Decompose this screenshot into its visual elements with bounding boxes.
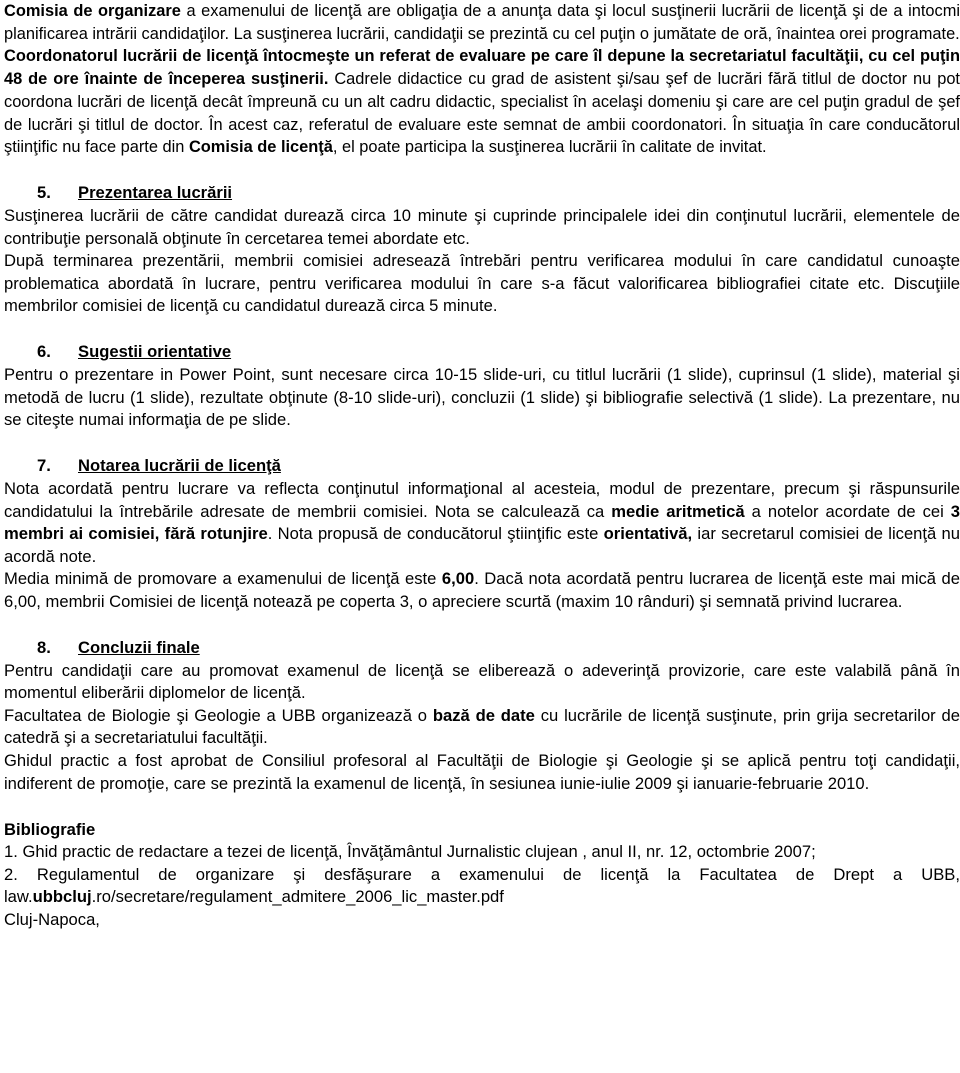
bold-phrase: Coordonatorul lucrării de licenţă întocmeşte un referat de evaluare pe care îl depune la secretariatul facultăţii, cu cel puţin 48 de ore înainte de începerea susţinerii. (4, 47, 960, 89)
intro-paragraph-1 (4, 0, 960, 45)
section-number: 7. (37, 456, 51, 476)
section-5-heading (4, 182, 960, 205)
bold-phrase: Comisia de organizare (4, 2, 181, 20)
bold-phrase: ubbcluj (32, 887, 92, 907)
bibliography-item-1: 1. Ghid practic de redactare a tezei de licenţă, Învăţământul Jurnalistic clujean , anul II, nr. 12, octombrie 2007; (4, 842, 816, 862)
section-title: Concluzii finale (78, 638, 200, 658)
section-title: Prezentarea lucrării (78, 183, 233, 203)
text-run: cu lucrările de licenţă susţinute, prin grija secretarilor de catedră şi a secretariatului facultăţii. (4, 705, 960, 748)
text-run: iar secretarul comisiei de licenţă nu acordă note. (4, 524, 960, 566)
text-run: , el poate participa la susţinerea lucrării în calitate de invitat. (332, 138, 767, 157)
section-7-heading (4, 455, 960, 478)
text-run: . Dacă nota acordată pentru lucrarea de licenţă este mai mică de 6,00, membrii Comisiei de licenţă notează pe copertа 3, o apreciere scurtă (maxim 10 rânduri) şi semnată privind lucrarea. (4, 569, 960, 611)
section-6-paragraph-1: Pentru o prezentare in Power Point, sunt necesare circa 10-15 slide-uri, cu titlul lucrării (1 slide), cuprinsul (1 slide), material şi metodă de lucru (1 slide), rezultate obţinute (8-10 slide-uri), concluzii (1 slide) şi bibliografie selectivă (1 slide). La prezentare, nu se citeşte numai informaţia de pe slide. (4, 365, 960, 430)
section-7-paragraph-1 (4, 478, 960, 568)
text-run: Facultatea de Biologie şi Geologie a UBB organizează o (4, 705, 433, 725)
intro-paragraph-2 (4, 45, 960, 159)
text-run: Cadrele didactice cu grad de asistent şi/sau şef de lucrări fără titlul de doctor nu pot coordona lucrări de licenţă decât împreună cu un alt cadru didactic, specialist în acelaşi domeniu şi care are cel puţin gradul de şef de lucrări şi titlul de doctor. În acest caz, referatul de evaluare este semnat de ambii coordonatori. În situaţia în care conducătorul ştiinţific nu face parte din (4, 70, 960, 157)
section-8-paragraph-2 (4, 705, 960, 750)
section-5-paragraph-1: Susţinerea lucrării de către candidat durează circa 10 minute şi cuprinde principalele idei din conţinutul lucrării, elementele de contribuţie personală obţinute în cercetarea temei abordate etc. (4, 206, 960, 248)
bibliography-title: Bibliografie (4, 819, 96, 839)
text-run: .ro/secretare/regulament_admitere_2006_lic_master.pdf (91, 887, 504, 907)
section-title: Sugestii orientative (78, 342, 232, 362)
section-8-paragraph-1: Pentru candidaţii care au promovat examenul de licenţă se eliberează o adeverinţă provizorie, care este valabilă până în momentul eliberării diplomelor de licenţă. (4, 660, 960, 703)
bibliography-item-2 (4, 864, 960, 909)
bold-phrase: Comisia de licenţă (188, 138, 333, 157)
text-run: Media minimă de promovare a examenului de licenţă este (4, 569, 442, 589)
text-run: a notelor acordate de cei (744, 501, 951, 521)
section-6-heading (4, 341, 960, 364)
text-run: Nota acordată pentru lucrare va reflecta conţinutul informaţional al acesteia, modul de prezentare, precum şi răspunsurile candidatului la întrebările adresate de membrii comisiei. Nota se calculează ca (4, 478, 960, 521)
section-8-paragraph-3: Ghidul practic a fost aprobat de Consiliul profesoral al Facultăţii de Biologie şi Geologie şi se aplică pentru toţi candidaţii, indiferent de promoţie, care se prezintă la examenul de licenţă, în sesiunea iunie-iulie 2009 şi ianuarie-februarie 2010. (4, 750, 960, 793)
section-title: Notarea lucrării de licenţă (78, 456, 281, 476)
text-run: 2. Regulamentul de organizare şi desfăşurare a examenului de licenţă la Facultatea de Drept a UBB, law. (4, 864, 960, 907)
section-number: 5. (37, 183, 51, 203)
bold-phrase: 6,00 (441, 569, 475, 589)
section-8-heading (4, 637, 960, 660)
section-number: 6. (37, 342, 51, 362)
bold-phrase: 3 membri ai comisiei, fără rotunjire (4, 501, 960, 544)
bold-phrase: bază de date (432, 705, 535, 725)
bold-phrase: medie aritmetică (611, 501, 745, 521)
section-5-paragraph-2: După terminarea prezentării, membrii comisiei adresează întrebări pentru verificarea modului în care candidatul cunoaşte problematica abordată în lucrare, pentru verificarea modului în care s-a făcut valorificarea bibliografiei citate etc. Discuţiile membrilor comisiei de licenţă cu candidatul durează circa 5 minute. (4, 251, 960, 316)
section-7-paragraph-2 (4, 568, 960, 613)
text-run: a examenului de licenţă are obligaţia de a anunţa data şi locul susţinerii lucrării de licenţă şi de a intocmi planificarea intrării candidaţilor. La susţinerea lucrării, candidaţii se prezintă cu cel puţin o jumătate de oră, înaintea orei programate. (4, 2, 960, 43)
bold-phrase: orientativă, (603, 524, 693, 544)
text-run: . Nota propusă de conducătorul ştiinţific este (267, 524, 604, 544)
section-number: 8. (37, 638, 51, 658)
place-line: Cluj-Napoca, (4, 910, 100, 930)
